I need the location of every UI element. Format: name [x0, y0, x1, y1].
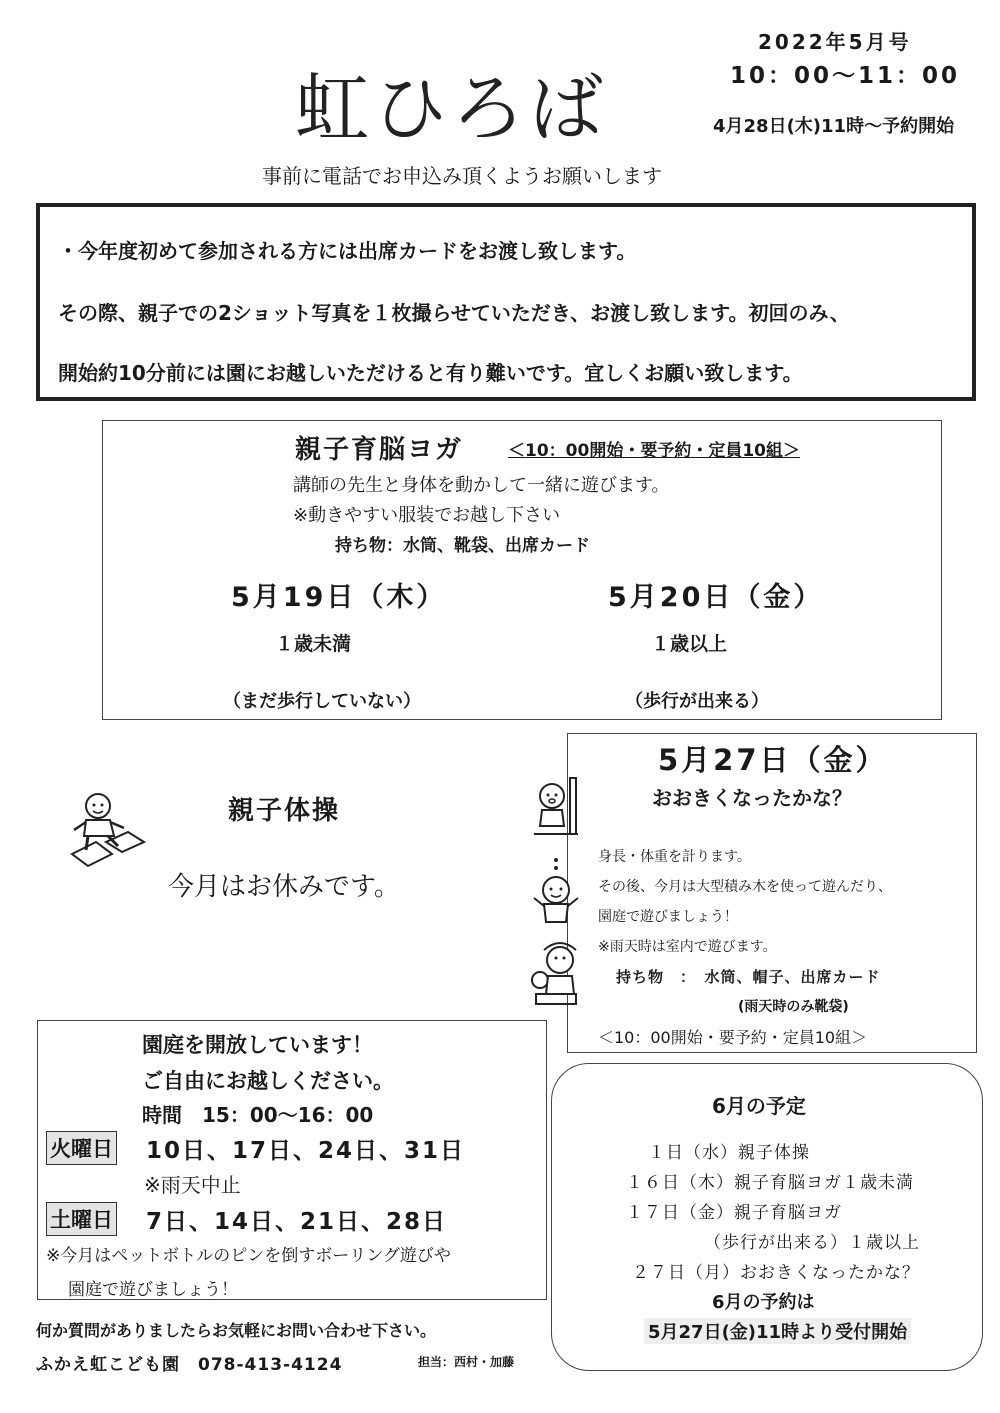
garden-time: 時間 15：00〜16：00 [142, 1103, 374, 1127]
grow-date: 5月27日（金） [658, 743, 888, 777]
grow-items: 持ち物 ： 水筒、帽子、出席カード [616, 968, 881, 986]
phone-request: 事前に電話でお申込み頂くようお願いします [262, 164, 662, 188]
rain-cancel: ※雨天中止 [144, 1173, 241, 1197]
child-exercise-icon [66, 788, 148, 870]
yoga-day2-age: １歳以上 [651, 633, 728, 655]
yoga-conditions: ＜10：00開始・要予約・定員10組＞ [508, 441, 800, 461]
yoga-items: 持ち物：水筒、靴袋、出席カード [335, 536, 590, 556]
june-item-3: １７日（金）親子育脳ヨガ [626, 1203, 842, 1223]
yoga-section [102, 420, 942, 720]
tuesday-label: 火曜日 [46, 1131, 117, 1165]
yoga-note: ※動きやすい服装でお越し下さい [293, 505, 561, 526]
grow-line-4: ※雨天時は室内で遊びます。 [598, 939, 777, 955]
june-item-2: １６日（木）親子育脳ヨガ１歳未満 [626, 1173, 914, 1193]
yoga-description: 講師の先生と身体を動かして一緒に遊びます。 [293, 475, 670, 496]
june-schedule [551, 1063, 983, 1371]
june-item-1: １日（水）親子体操 [648, 1143, 810, 1163]
saturday-label: 土曜日 [46, 1202, 117, 1236]
june-item-5: ２７日（月）おおきくなったかな？ [632, 1263, 920, 1283]
tuesday-dates: 10日、17日、24日、31日 [146, 1138, 466, 1164]
footer-question: 何か質問がありましたらお気軽にお問い合わせ下さい。 [36, 1321, 437, 1340]
grow-line-2: その後、今月は大型積み木を使って遊んだり、 [598, 879, 892, 895]
notice-box [36, 203, 976, 401]
yoga-day2-detail: （歩行が出来る） [625, 691, 769, 712]
child-measure-icon [530, 776, 582, 838]
notice-line-3: 開始約10分前には園にお越しいただけると有り難いです。宜しくお願い致します。 [58, 361, 803, 385]
yoga-title: 親子育脳ヨガ [295, 435, 464, 465]
footer-contact: ふかえ虹こども園 078-413-4124 [36, 1355, 343, 1375]
june-title: 6月の予定 [712, 1094, 806, 1118]
page-title: 虹ひろば [295, 66, 607, 152]
grow-title: おおきくなったかな？ [652, 786, 852, 810]
june-item-4: （歩行が出来る）１歳以上 [704, 1233, 920, 1253]
session-time: 10：00〜11：00 [730, 63, 961, 89]
grow-items-note: (雨天時のみ靴袋) [738, 999, 849, 1015]
exercise-title: 親子体操 [228, 796, 341, 826]
garden-note-1: ※今月はペットボトルのピンを倒すボーリング遊びや [46, 1246, 451, 1266]
child-blocks-icon [530, 940, 582, 1008]
june-reserve-date: 5月27日(金)11時より受付開始 [644, 1318, 911, 1344]
footer-staff: 担当：西村・加藤 [418, 1355, 515, 1369]
garden-section [37, 1020, 547, 1300]
yoga-day2-date: 5月20日（金） [608, 582, 824, 613]
issue-date: 2022年5月号 [758, 30, 912, 54]
notice-line-2: その際、親子での2ショット写真を１枚撮らせていただき、お渡し致します。初回のみ、 [58, 301, 850, 325]
yoga-day1-detail: （まだ歩行していない） [223, 691, 421, 712]
yoga-day1-age: １歳未満 [275, 633, 352, 655]
saturday-dates: 7日、14日、21日、28日 [146, 1209, 448, 1235]
grow-section [567, 733, 977, 1053]
notice-line-1: ・今年度初めて参加される方には出席カードをお渡し致します。 [58, 239, 637, 263]
garden-note-2: 園庭で遊びましょう！ [68, 1280, 238, 1300]
grow-line-3: 園庭で遊びましょう！ [598, 909, 738, 925]
june-reserve-label: 6月の予約は [712, 1292, 815, 1313]
grow-conditions: ＜10：00開始・要予約・定員10組＞ [598, 1028, 868, 1047]
yoga-day1-date: 5月19日（木） [231, 582, 447, 613]
garden-line-1: 園庭を開放しています！ [142, 1033, 373, 1057]
exercise-status: 今月はお休みです。 [168, 872, 400, 902]
reservation-start: 4月28日(木)11時〜予約開始 [713, 116, 955, 137]
child-group-icon [530, 856, 582, 928]
grow-line-1: 身長・体重を計ります。 [598, 849, 751, 865]
garden-line-2: ご自由にお越しください。 [142, 1069, 394, 1093]
